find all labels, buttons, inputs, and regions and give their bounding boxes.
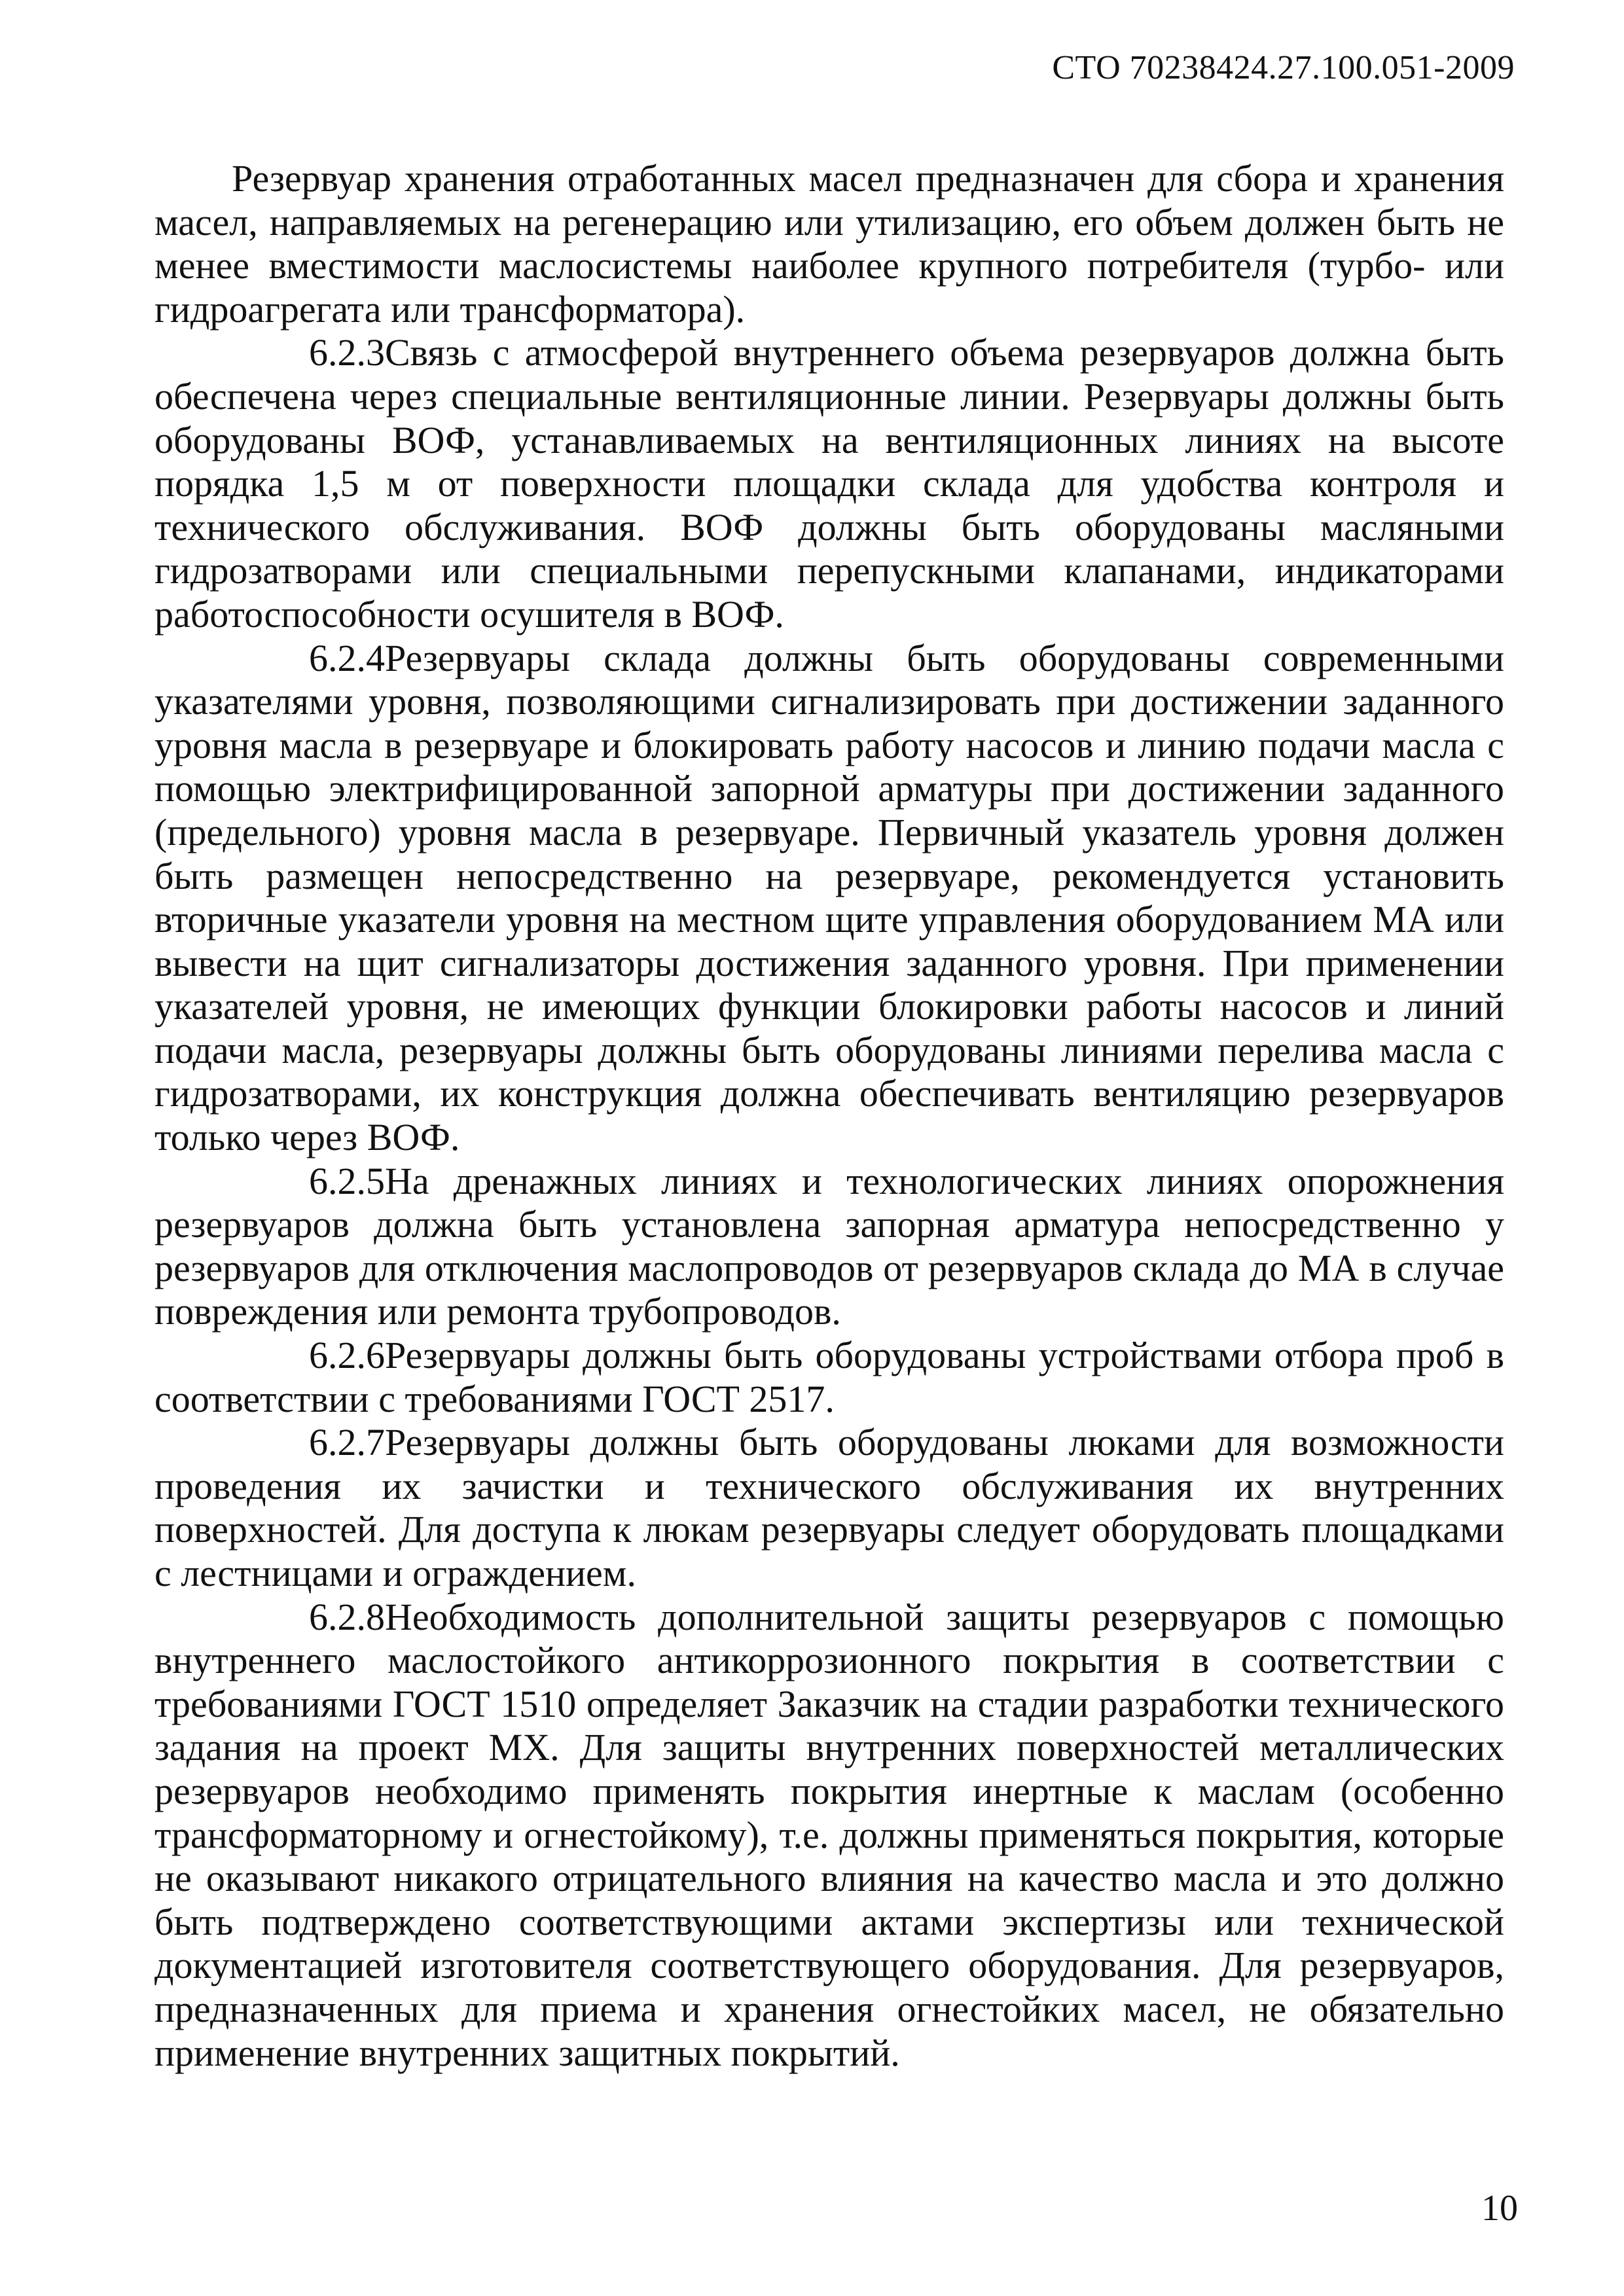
document-code-header: СТО 70238424.27.100.051-2009 (1052, 49, 1515, 86)
paragraph-text: Резервуары должны быть оборудованы устройствами отбора проб в соответствии с требованиями ГОСТ 2517. (154, 1334, 1504, 1420)
paragraph-6-2-8 (154, 1596, 1504, 2075)
paragraph-6-2-7 (154, 1421, 1504, 1595)
clause-number: 6.2.4 (309, 636, 385, 679)
clause-number: 6.2.8 (309, 1595, 385, 1638)
paragraph-intro (154, 157, 1504, 331)
paragraph-text: Резервуар хранения отработанных масел предназначен для сбора и хранения масел, направляемых на регенерацию или утилизацию, его объем должен быть не менее вместимости маслосистемы наиболее крупного потребителя (турбо- или гидроагрегата или трансформатора). (154, 157, 1504, 331)
paragraph-6-2-4 (154, 637, 1504, 1160)
paragraph-text: Резервуары склада должны быть оборудованы современными указателями уровня, позволяющими сигнализировать при достижении заданного уровня масла в резервуаре и блокировать работу насосов и линию подачи масла с помощью электрифицированной запорной арматуры при достижении заданного (предельного) уровня масла в резервуаре. Первичный указатель уровня должен быть размещен непосредственно на резервуаре, рекомендуется установить вторичные указатели уровня на местном щите управления оборудованием МА или вывести на щит сигнализаторы достижения заданного уровня. При применении указателей уровня, не имеющих функции блокировки работы насосов и линий подачи масла, резервуары должны быть оборудованы линиями перелива масла с гидрозатворами, их конструкция должна обеспечивать вентиляцию резервуаров только через ВОФ. (154, 636, 1504, 1159)
clause-number: 6.2.7 (309, 1421, 385, 1464)
page-number: 10 (1481, 2188, 1518, 2229)
document-body (154, 157, 1504, 2075)
clause-number: 6.2.5 (309, 1159, 385, 1202)
paragraph-text: На дренажных линиях и технологических линиях опорожнения резервуаров должна быть установлена запорная арматура непосредственно у резервуаров для отключения маслопроводов от резервуаров склада до МА в случае повреждения или ремонта трубопроводов. (154, 1159, 1504, 1333)
paragraph-6-2-3 (154, 331, 1504, 636)
paragraph-text: Связь с атмосферой внутреннего объема резервуаров должна быть обеспечена через специальные вентиляционные линии. Резервуары должны быть оборудованы ВОФ, устанавливаемых на вентиляционных линиях на высоте порядка 1,5 м от поверхности площадки склада для удобства контроля и технического обслуживания. ВОФ должны быть оборудованы масляными гидрозатворами или специальными перепускными клапанами, индикаторами работоспособности осушителя в ВОФ. (154, 331, 1504, 636)
paragraph-text: Резервуары должны быть оборудованы люками для возможности проведения их зачистки и технического обслуживания их внутренних поверхностей. Для доступа к люкам резервуары следует оборудовать площадками с лестницами и ограждением. (154, 1421, 1504, 1594)
clause-number: 6.2.6 (309, 1334, 385, 1377)
paragraph-6-2-6 (154, 1334, 1504, 1421)
paragraph-6-2-5 (154, 1160, 1504, 1334)
clause-number: 6.2.3 (309, 331, 385, 374)
paragraph-text: Необходимость дополнительной защиты резервуаров с помощью внутреннего маслостойкого антикоррозионного покрытия в соответствии с требованиями ГОСТ 1510 определяет Заказчик на стадии разработки технического задания на проект МХ. Для защиты внутренних поверхностей металлических резервуаров необходимо применять покрытия инертные к маслам (особенно трансформаторному и огнестойкому), т.е. должны применяться покрытия, которые не оказывают никакого отрицательного влияния на качество масла и это должно быть подтверждено соответствующими актами экспертизы или технической документацией изготовителя соответствующего оборудования. Для резервуаров, предназначенных для приема и хранения огнестойких масел, не обязательно применение внутренних защитных покрытий. (154, 1595, 1504, 2074)
